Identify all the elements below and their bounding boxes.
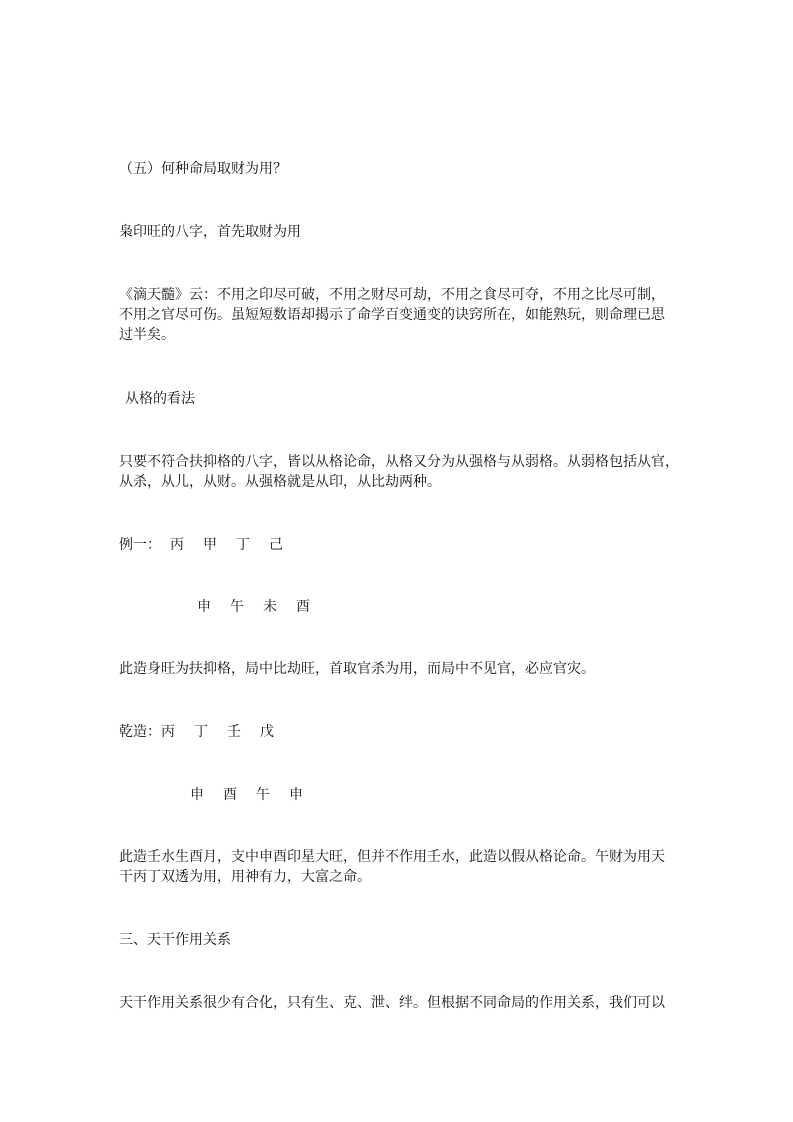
branch-char: 未 [263,599,277,615]
text-line: 不用之官尽可伤。虽短短数语却揭示了命学百变通变的诀窍所在，如能熟玩，则命理已思 [119,307,665,323]
branch-char: 申 [289,787,303,803]
stem-char: 甲 [203,537,217,553]
text-line: 只要不符合扶抑格的八字，皆以从格论命，从格又分为从强格与从弱格。从弱格包括从官， [119,454,679,470]
stem-char: 丁 [236,537,250,553]
text-line: 此造壬水生酉月，支中申酉印星大旺，但并不作用壬水，此造以假从格论命。午财为用天 [119,849,665,865]
paragraph-di-tian-sui [119,285,679,345]
stem-char: 己 [269,537,283,553]
branch-char: 酉 [296,599,310,615]
text-line: 干丙丁双透为用，用神有力，大富之命。 [119,869,371,885]
branch-char: 申 [190,787,204,803]
text-line: 过半矣。 [119,327,175,343]
section-heading-3: 三、天干作用关系 [119,932,231,948]
example-label: 例一： [119,537,161,553]
example-1-stems [119,535,302,555]
example-1-branches [197,597,329,617]
paragraph-example-2-analysis [119,847,679,887]
branch-char: 申 [197,599,211,615]
section-heading-cong-ge: 从格的看法 [125,391,195,407]
stem-char: 丙 [170,537,184,553]
stem-char: 壬 [227,724,241,740]
branch-char: 酉 [223,787,237,803]
paragraph-tian-gan: 天干作用关系很少有合化，只有生、克、泄、绊。但根据不同命局的作用关系，我们可以 [119,995,665,1011]
example-label: 乾造： [119,724,161,740]
paragraph-xiao-yin: 枭印旺的八字，首先取财为用 [119,224,301,240]
example-2-stems [119,722,293,742]
stem-char: 丁 [194,724,208,740]
text-line: 从杀，从儿，从财。从强格就是从印，从比劫两种。 [119,474,441,490]
stem-char: 戊 [260,724,274,740]
paragraph-cong-ge [119,452,679,492]
branch-char: 午 [256,787,270,803]
example-2-branches [190,785,322,805]
branch-char: 午 [230,599,244,615]
paragraph-example-1-analysis: 此造身旺为扶抑格，局中比劫旺，首取官杀为用，而局中不见官，必应官灾。 [119,661,595,677]
section-heading-5: （五）何种命局取财为用？ [119,161,287,177]
stem-char: 丙 [161,724,175,740]
text-line: 《滴天髓》云：不用之印尽可破，不用之财尽可劫，不用之食尽可夺，不用之比尽可制， [119,287,665,303]
